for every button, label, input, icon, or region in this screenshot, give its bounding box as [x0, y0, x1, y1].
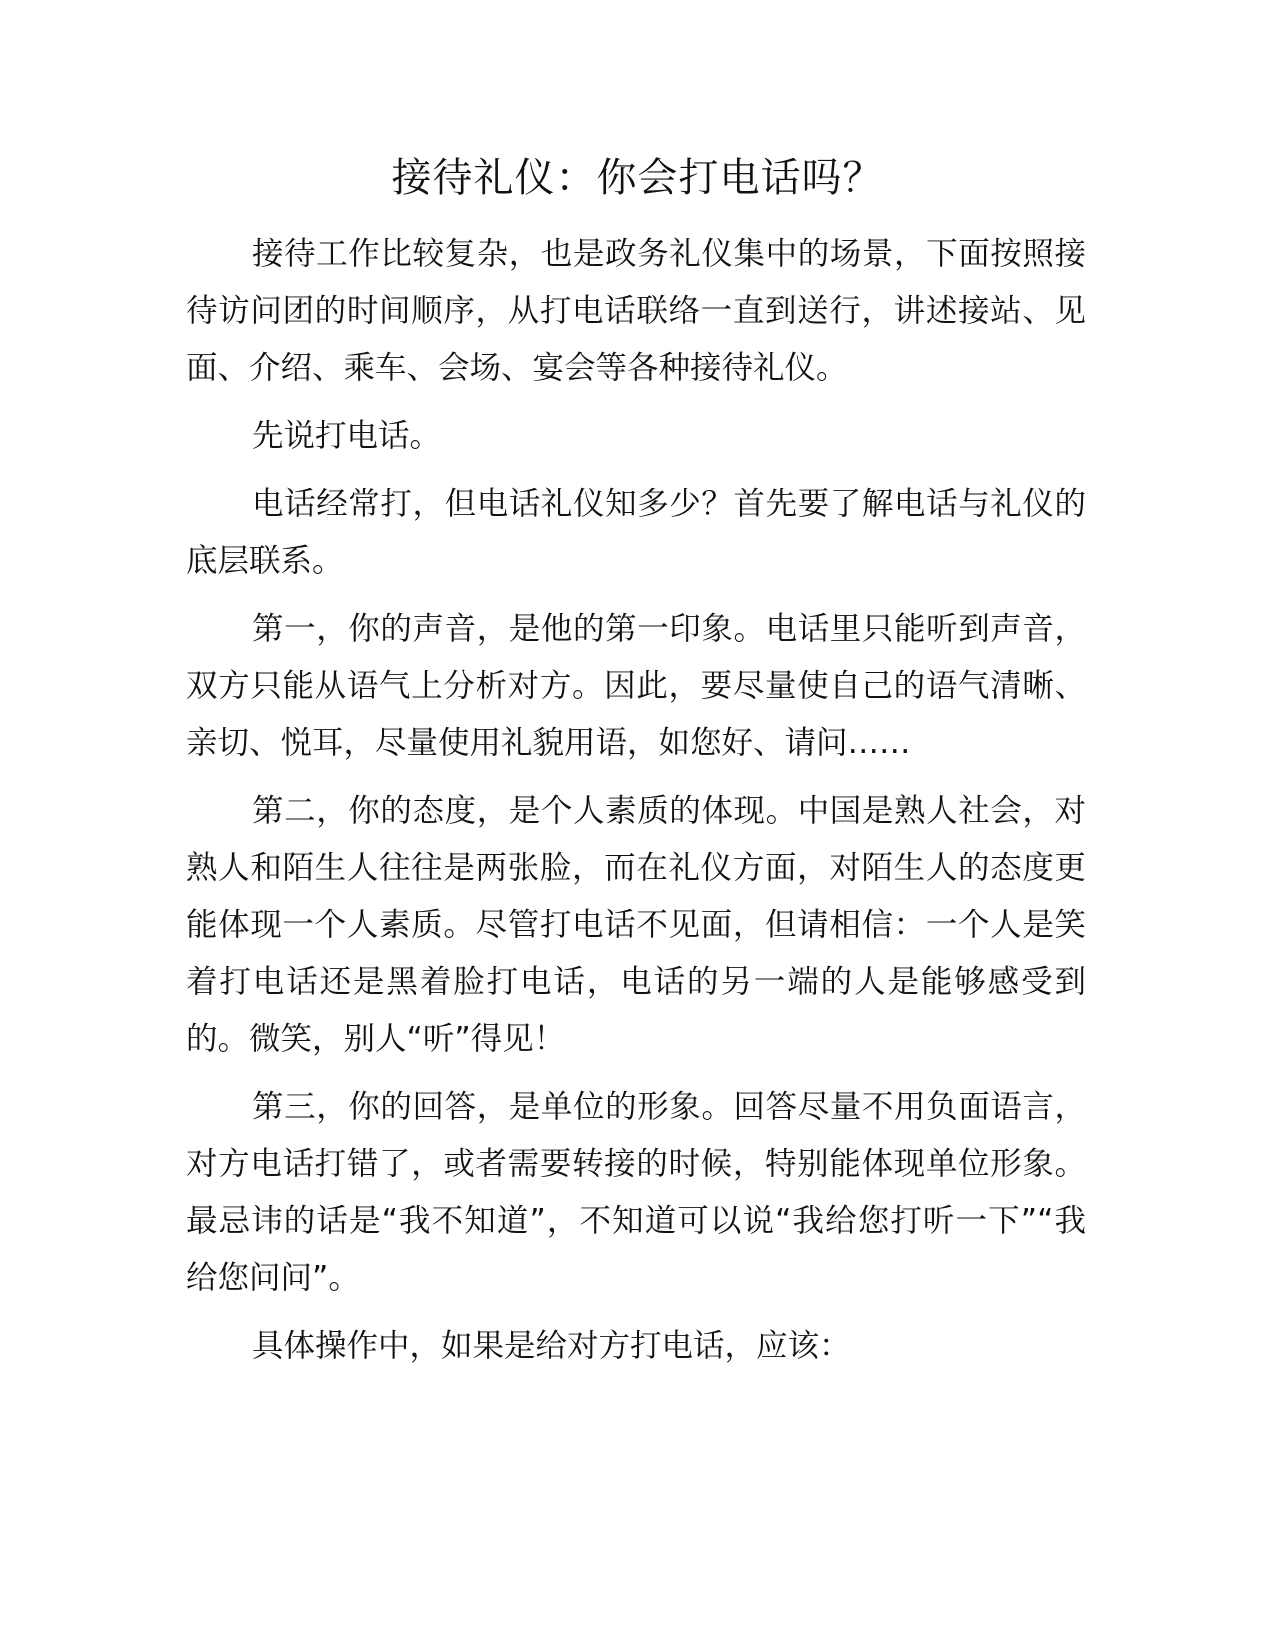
paragraph-point-two: 第二，你的态度，是个人素质的体现。中国是熟人社会，对熟人和陌生人往往是两张脸，而在礼仪方面，对陌生人的态度更能体现一个人素质。尽管打电话不见面，但请相信：一个人是笑着打电话还是黑着脸打电话，电话的另一端的人是能够感受到的。微笑，别人“听”得见！: [186, 793, 1086, 1057]
paragraph-phone-topic: 先说打电话。: [252, 418, 442, 454]
document-title: 接待礼仪：你会打电话吗？: [391, 155, 884, 201]
paragraph-phone-etiquette: 电话经常打，但电话礼仪知多少？首先要了解电话与礼仪的底层联系。: [186, 486, 1086, 579]
paragraph-point-one: 第一，你的声音，是他的第一印象。电话里只能听到声音，双方只能从语气上分析对方。因此，要尽量使自己的语气清晰、亲切、悦耳，尽量使用礼貌用语，如您好、请问……: [186, 611, 1086, 761]
paragraph-point-three: 第三，你的回答，是单位的形象。回答尽量不用负面语言，对方电话打错了，或者需要转接的时候，特别能体现单位形象。最忌讳的话是“我不知道”，不知道可以说“我给您打听一下”“我给您问问”。: [186, 1089, 1086, 1296]
paragraph-intro: 接待工作比较复杂，也是政务礼仪集中的场景，下面按照接待访问团的时间顺序，从打电话联络一直到送行，讲述接站、见面、介绍、乘车、会场、宴会等各种接待礼仪。: [186, 236, 1086, 386]
document-body: [186, 226, 1086, 1386]
paragraph-operation: 具体操作中，如果是给对方打电话，应该：: [252, 1328, 851, 1364]
